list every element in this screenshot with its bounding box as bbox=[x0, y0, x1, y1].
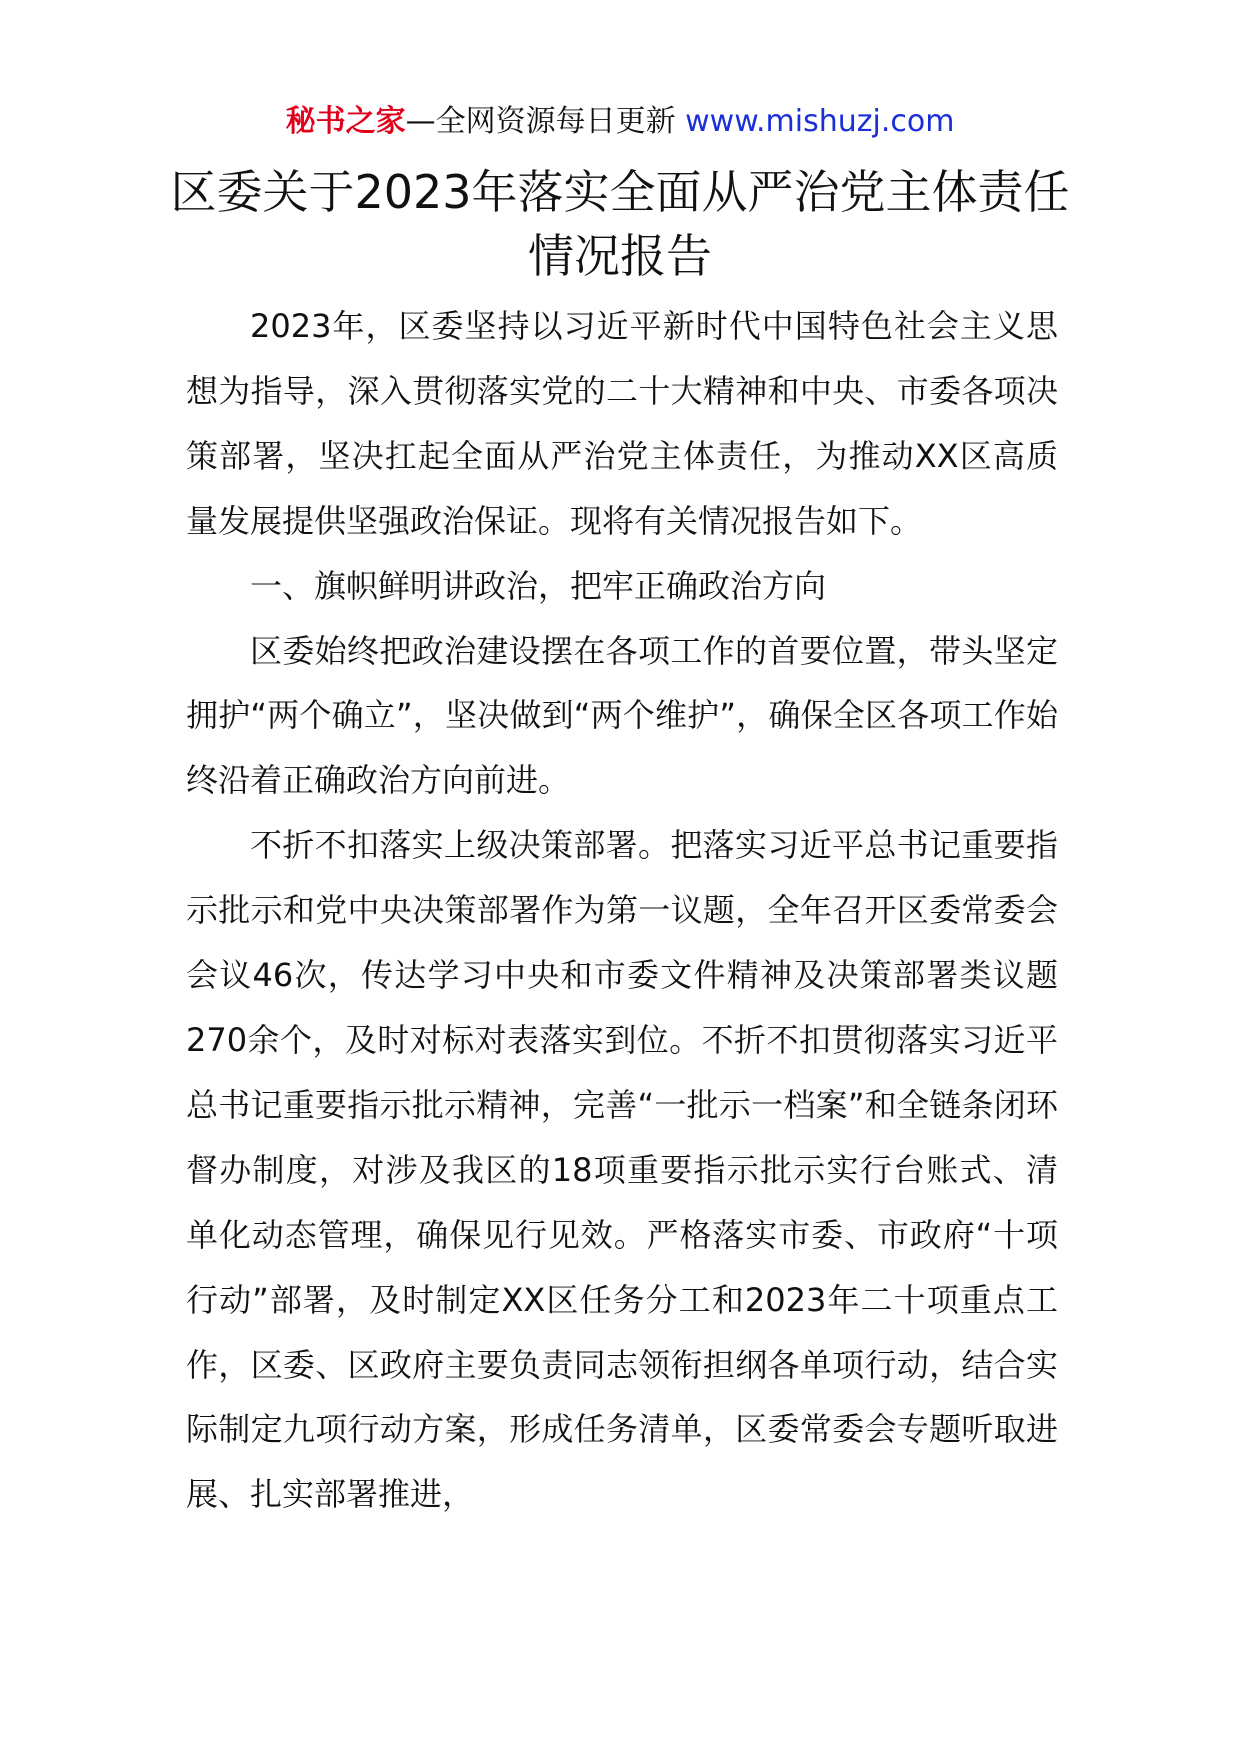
document-body bbox=[186, 294, 1058, 1527]
brand-name: 秘书之家 bbox=[285, 104, 406, 139]
document-title: 区委关于2023年落实全面从严治党主体责任情况报告 bbox=[170, 165, 1070, 283]
site-url-link[interactable]: www.mishuzj.com bbox=[685, 104, 955, 139]
section-heading: 一、旗帜鲜明讲政治，把牢正确政治方向 bbox=[250, 566, 827, 605]
site-header bbox=[0, 100, 1240, 144]
body-paragraph: 区委始终把政治建设摆在各项工作的首要位置，带头坚定拥护“两个确立”，坚决做到“两个维护”，确保全区各项工作始终沿着正确政治方向前进。 bbox=[186, 631, 1058, 800]
body-paragraph: 不折不扣落实上级决策部署。把落实习近平总书记重要指示批示和党中央决策部署作为第一议题，全年召开区委常委会会议46次，传达学习中央和市委文件精神及决策部署类议题270余个，及时对标对表落实到位。不折不扣贯彻落实习近平总书记重要指示批示精神，完善“一批示一档案”和全链条闭环督办制度，对涉及我区的18项重要指示批示实行台账式、清单化动态管理，确保见行见效。严格落实市委、市政府“十项行动”部署，及时制定XX区任务分工和2023年二十项重点工作，区委、区政府主要负责同志领衔担纲各单项行动，结合实际制定九项行动方案，形成任务清单，区委常委会专题听取进展、扎实部署推进， bbox=[186, 826, 1058, 1514]
site-slogan: —全网资源每日更新 bbox=[405, 104, 676, 139]
intro-paragraph: 2023年，区委坚持以习近平新时代中国特色社会主义思想为指导，深入贯彻落实党的二十大精神和中央、市委各项决策部署，坚决扛起全面从严治党主体责任，为推动XX区高质量发展提供坚强政治保证。现将有关情况报告如下。 bbox=[186, 307, 1058, 540]
